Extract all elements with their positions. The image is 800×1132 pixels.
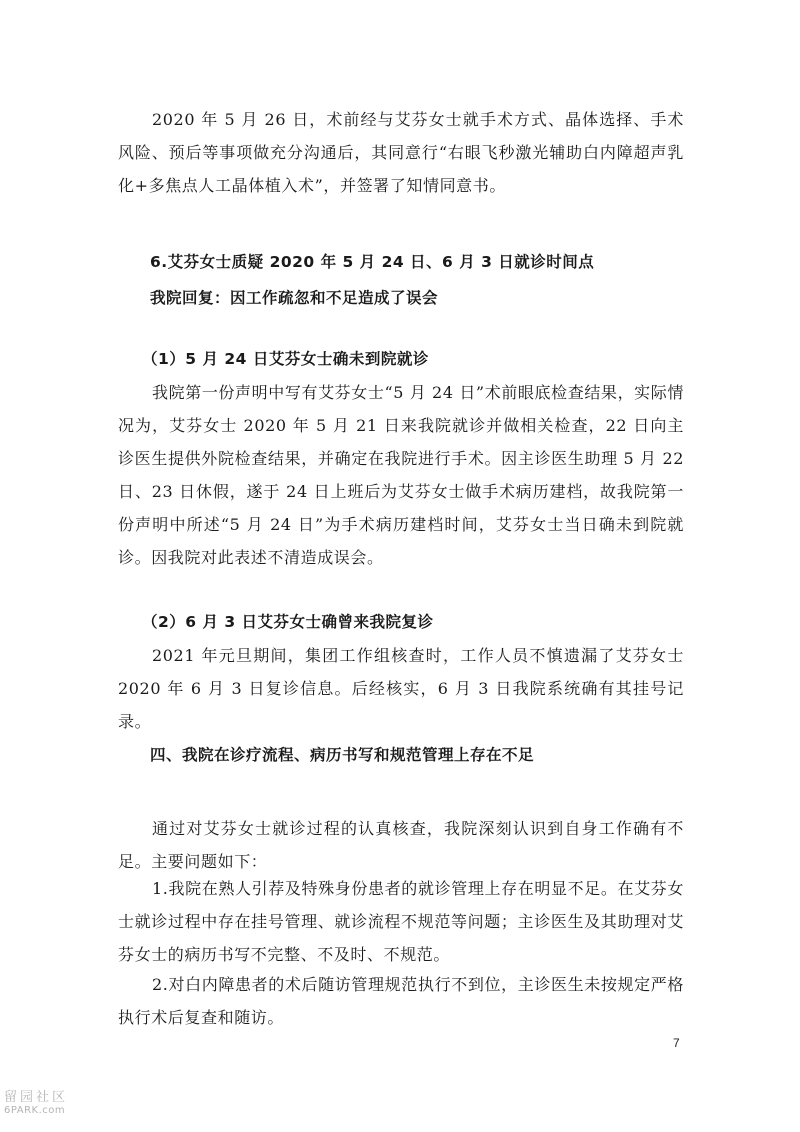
site-watermark <box>4 1090 84 1117</box>
section-4-intro: 通过对艾芬女士就诊过程的认真核查，我院深刻认识到自身工作确有不足。主要问题如下： <box>118 819 684 871</box>
section-4-heading: 四、我院在诊疗流程、病历书写和规范管理上存在不足 <box>150 746 535 764</box>
section-6-heading: 6.艾芬女士质疑 2020 年 5 月 24 日、6 月 3 日就诊时间点 <box>150 253 595 271</box>
subsection-1-heading: （1）5 月 24 日艾芬女士确未到院就诊 <box>142 350 429 368</box>
issue-1-paragraph: 1.我院在熟人引荐及特殊身份患者的就诊管理上存在明显不足。在艾芬女士就诊过程中存在挂号管理、就诊流程不规范等问题；主诊医生及其助理对艾芬女士的病历书写不完整、不及时、不规范。 <box>118 879 684 964</box>
watermark-url: 6PARK.com <box>4 1105 66 1116</box>
subsection-1-paragraph: 我院第一份声明中写有艾芬女士“5 月 24 日”术前眼底检查结果，实际情况为，艾芬女士 2020 年 5 月 21 日来我院就诊并做相关检查，22 日向主诊医生提供外院检查结果，并确定在我院进行手术。因主诊医生助理 5 月 22 日、23 日休假，遂于 24 日上班后为艾芬女士做手术病历建档，故我院第一份声明中所述“5 月 24 日”为手术病历建档时间，艾芬女士当日确未到院就诊。因我院对此表述不清造成误会。 <box>118 383 684 567</box>
subsection-2-heading: （2）6 月 3 日艾芬女士确曾来我院复诊 <box>142 613 434 631</box>
subsection-2-paragraph: 2021 年元旦期间，集团工作组核查时，工作人员不慎遗漏了艾芬女士 2020 年 6 月 3 日复诊信息。后经核实，6 月 3 日我院系统确有其挂号记录。 <box>118 646 684 731</box>
section-6-reply: 我院回复：因工作疏忽和不足造成了误会 <box>150 289 439 307</box>
issue-2-paragraph: 2.对白内障患者的术后随访管理规范执行不到位，主诊医生未按规定严格执行术后复查和随访。 <box>118 975 684 1027</box>
watermark-title: 留园社区 <box>4 1090 69 1105</box>
paragraph-consent: 2020 年 5 月 26 日，术前经与艾芬女士就手术方式、晶体选择、手术风险、预后等事项做充分沟通后，其同意行“右眼飞秒激光辅助白内障超声乳化+多焦点人工晶体植入术”，并签署了知情同意书。 <box>118 110 684 195</box>
page-number: 7 <box>673 1036 680 1050</box>
